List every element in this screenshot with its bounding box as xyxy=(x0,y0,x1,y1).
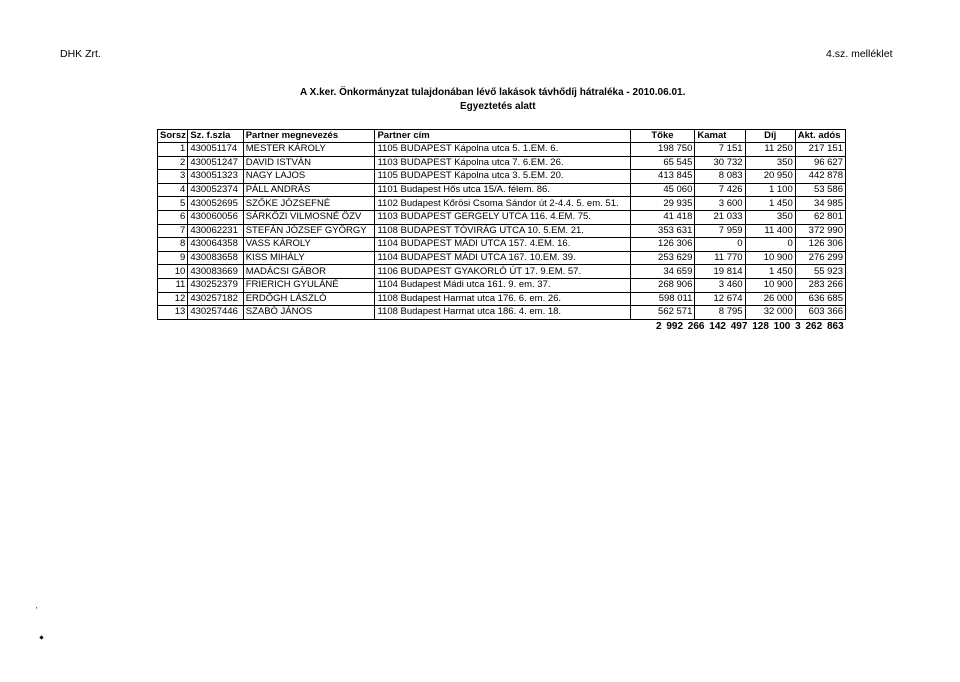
cell-szla: 430064358 xyxy=(188,238,243,252)
scan-speck: ' xyxy=(36,606,38,615)
table-row xyxy=(158,224,846,238)
cell-sorsz: 7 xyxy=(158,224,188,238)
cell-cim: 1104 BUDAPEST MÁDI UTCA 167. 10.EM. 39. xyxy=(375,251,630,265)
cell-sorsz: 2 xyxy=(158,156,188,170)
cell-partner: FRIERICH GYULÁNÉ xyxy=(243,278,375,292)
cell-akt-ados: 217 151 xyxy=(795,143,845,157)
cell-dij: 20 950 xyxy=(745,170,795,184)
cell-akt-ados: 603 366 xyxy=(795,306,845,320)
cell-partner: DAVID ISTVÁN xyxy=(243,156,375,170)
cell-toke: 41 418 xyxy=(630,210,695,224)
cell-dij: 10 900 xyxy=(745,251,795,265)
cell-dij: 1 450 xyxy=(745,197,795,211)
cell-dij: 26 000 xyxy=(745,292,795,306)
cell-sorsz: 4 xyxy=(158,183,188,197)
cell-sorsz: 3 xyxy=(158,170,188,184)
cell-szla: 430083669 xyxy=(188,265,243,279)
cell-toke: 413 845 xyxy=(630,170,695,184)
cell-akt-ados: 96 627 xyxy=(795,156,845,170)
total-akt-ados: 3 262 863 xyxy=(795,321,844,332)
total-kamat: 142 497 xyxy=(709,321,748,332)
cell-partner: VASS KÁROLY xyxy=(243,238,375,252)
table-row xyxy=(158,183,846,197)
table-row xyxy=(158,265,846,279)
cell-szla: 430051174 xyxy=(188,143,243,157)
cell-dij: 32 000 xyxy=(745,306,795,320)
cell-partner: STEFÁN JÓZSEF GYÖRGY xyxy=(243,224,375,238)
cell-kamat: 3 460 xyxy=(695,278,745,292)
table-row xyxy=(158,210,846,224)
cell-partner: SZŐKE JÓZSEFNÉ xyxy=(243,197,375,211)
cell-sorsz: 10 xyxy=(158,265,188,279)
document-title xyxy=(300,86,720,114)
cell-cim: 1103 BUDAPEST GERGELY UTCA 116. 4.EM. 75. xyxy=(375,210,630,224)
table-header-row xyxy=(158,130,846,143)
col-header-sorsz: Sorsz xyxy=(158,130,188,143)
cell-kamat: 7 426 xyxy=(695,183,745,197)
cell-szla: 430257446 xyxy=(188,306,243,320)
table-row xyxy=(158,143,846,157)
table-row xyxy=(158,278,846,292)
cell-szla: 430052695 xyxy=(188,197,243,211)
cell-akt-ados: 62 801 xyxy=(795,210,845,224)
col-header-cim: Partner cím xyxy=(375,130,630,143)
cell-sorsz: 11 xyxy=(158,278,188,292)
cell-partner: NAGY LAJOS xyxy=(243,170,375,184)
cell-cim: 1103 BUDAPEST Kápolna utca 7. 6.EM. 26. xyxy=(375,156,630,170)
cell-dij: 1 450 xyxy=(745,265,795,279)
table-row xyxy=(158,197,846,211)
col-header-partner: Partner megnevezés xyxy=(243,130,375,143)
cell-szla: 430051247 xyxy=(188,156,243,170)
cell-toke: 598 011 xyxy=(630,292,695,306)
cell-sorsz: 9 xyxy=(158,251,188,265)
cell-partner: MESTER KÁROLY xyxy=(243,143,375,157)
cell-akt-ados: 372 990 xyxy=(795,224,845,238)
cell-sorsz: 12 xyxy=(158,292,188,306)
total-dij: 128 100 xyxy=(752,321,791,332)
cell-akt-ados: 442 878 xyxy=(795,170,845,184)
cell-toke: 65 545 xyxy=(630,156,695,170)
cell-sorsz: 5 xyxy=(158,197,188,211)
cell-kamat: 8 083 xyxy=(695,170,745,184)
cell-kamat: 3 600 xyxy=(695,197,745,211)
col-header-toke: Tőke xyxy=(630,130,695,143)
cell-cim: 1106 BUDAPEST GYAKORLÓ ÚT 17. 9.EM. 57. xyxy=(375,265,630,279)
cell-sorsz: 13 xyxy=(158,306,188,320)
cell-dij: 0 xyxy=(745,238,795,252)
cell-cim: 1105 BUDAPEST Kápolna utca 3. 5.EM. 20. xyxy=(375,170,630,184)
cell-partner: PÁLL ANDRÁS xyxy=(243,183,375,197)
cell-akt-ados: 276 299 xyxy=(795,251,845,265)
cell-sorsz: 8 xyxy=(158,238,188,252)
cell-cim: 1108 Budapest Harmat utca 186. 4. em. 18. xyxy=(375,306,630,320)
col-header-kamat: Kamat xyxy=(695,130,745,143)
cell-cim: 1105 BUDAPEST Kápolna utca 5. 1.EM. 6. xyxy=(375,143,630,157)
cell-toke: 45 060 xyxy=(630,183,695,197)
table-row xyxy=(158,156,846,170)
cell-cim: 1108 BUDAPEST TÓVIRÁG UTCA 10. 5.EM. 21. xyxy=(375,224,630,238)
cell-partner: SZABÓ JÁNOS xyxy=(243,306,375,320)
cell-kamat: 21 033 xyxy=(695,210,745,224)
cell-toke: 198 750 xyxy=(630,143,695,157)
cell-dij: 350 xyxy=(745,156,795,170)
table-row xyxy=(158,251,846,265)
cell-kamat: 30 732 xyxy=(695,156,745,170)
cell-toke: 29 935 xyxy=(630,197,695,211)
cell-akt-ados: 636 685 xyxy=(795,292,845,306)
title-line-1: A X.ker. Önkormányzat tulajdonában lévő lakások távhődíj hátraléka - 2010.06.01. xyxy=(300,87,686,98)
debt-table xyxy=(157,129,846,320)
cell-toke: 268 906 xyxy=(630,278,695,292)
cell-dij: 1 100 xyxy=(745,183,795,197)
cell-szla: 430051323 xyxy=(188,170,243,184)
cell-toke: 353 631 xyxy=(630,224,695,238)
cell-akt-ados: 55 923 xyxy=(795,265,845,279)
table-row xyxy=(158,292,846,306)
cell-toke: 253 629 xyxy=(630,251,695,265)
cell-szla: 430060056 xyxy=(188,210,243,224)
cell-partner: KISS MIHÁLY xyxy=(243,251,375,265)
col-header-szla: Sz. f.szla xyxy=(188,130,243,143)
cell-akt-ados: 34 985 xyxy=(795,197,845,211)
cell-kamat: 8 795 xyxy=(695,306,745,320)
cell-cim: 1101 Budapest Hős utca 15/A. félem. 86. xyxy=(375,183,630,197)
cell-cim: 1102 Budapest Kőrösi Csoma Sándor út 2-4.4. 5. em. 51. xyxy=(375,197,630,211)
scan-dot xyxy=(39,635,43,639)
table-row xyxy=(158,170,846,184)
cell-partner: MADÁCSI GÁBOR xyxy=(243,265,375,279)
cell-dij: 10 900 xyxy=(745,278,795,292)
cell-cim: 1104 BUDAPEST MÁDI UTCA 157. 4.EM. 16. xyxy=(375,238,630,252)
cell-szla: 430062231 xyxy=(188,224,243,238)
cell-cim: 1104 Budapest Mádi utca 161. 9. em. 37. xyxy=(375,278,630,292)
cell-kamat: 7 959 xyxy=(695,224,745,238)
cell-sorsz: 1 xyxy=(158,143,188,157)
cell-toke: 126 306 xyxy=(630,238,695,252)
col-header-akt-ados: Akt. adós xyxy=(795,130,845,143)
cell-akt-ados: 283 266 xyxy=(795,278,845,292)
table-row xyxy=(158,238,846,252)
cell-kamat: 7 151 xyxy=(695,143,745,157)
appendix-label: 4.sz. melléklet xyxy=(826,48,893,60)
cell-partner: ERDŐGH LÁSZLÓ xyxy=(243,292,375,306)
cell-kamat: 12 674 xyxy=(695,292,745,306)
cell-dij: 11 250 xyxy=(745,143,795,157)
cell-toke: 562 571 xyxy=(630,306,695,320)
total-toke: 2 992 266 xyxy=(656,321,705,332)
cell-szla: 430257182 xyxy=(188,292,243,306)
cell-szla: 430052374 xyxy=(188,183,243,197)
company-name: DHK Zrt. xyxy=(60,48,101,60)
cell-kamat: 19 814 xyxy=(695,265,745,279)
cell-dij: 350 xyxy=(745,210,795,224)
table-row xyxy=(158,306,846,320)
cell-kamat: 0 xyxy=(695,238,745,252)
title-line-2: Egyeztetés alatt xyxy=(460,101,536,112)
cell-dij: 11 400 xyxy=(745,224,795,238)
cell-partner: SÁRKÖZI VILMOSNÉ ÖZV xyxy=(243,210,375,224)
cell-sorsz: 6 xyxy=(158,210,188,224)
cell-akt-ados: 126 306 xyxy=(795,238,845,252)
cell-kamat: 11 770 xyxy=(695,251,745,265)
col-header-dij: Díj xyxy=(745,130,795,143)
cell-cim: 1108 Budapest Harmat utca 176. 6. em. 26. xyxy=(375,292,630,306)
totals-line xyxy=(656,321,844,332)
cell-toke: 34 659 xyxy=(630,265,695,279)
cell-akt-ados: 53 586 xyxy=(795,183,845,197)
cell-szla: 430083658 xyxy=(188,251,243,265)
cell-szla: 430252379 xyxy=(188,278,243,292)
